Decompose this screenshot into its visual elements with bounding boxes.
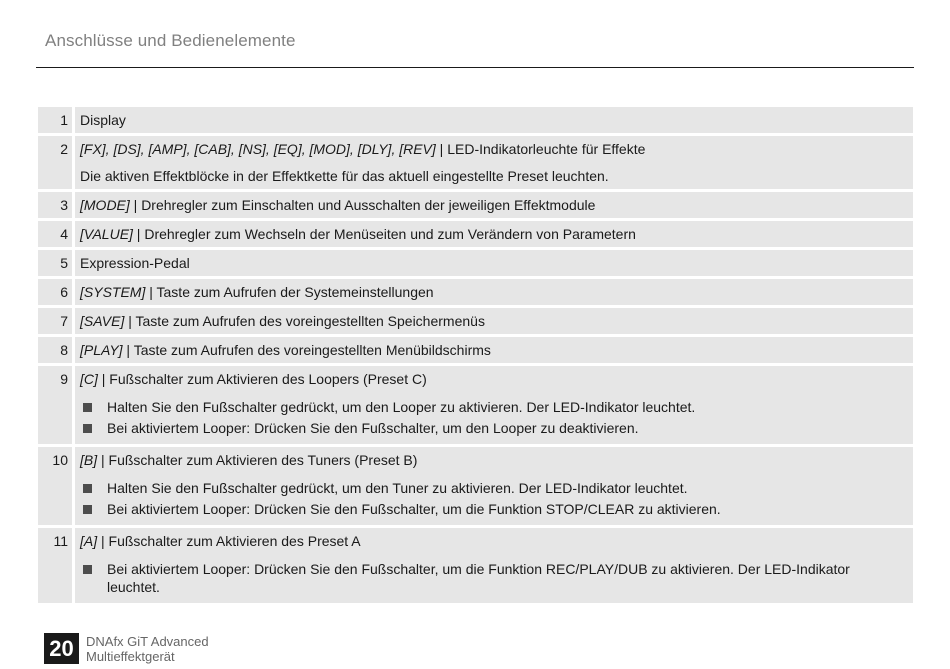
control-text: | Fußschalter zum Aktivieren des Loopers (Preset C) xyxy=(97,371,427,387)
row-number: 7 xyxy=(38,308,75,334)
square-bullet-icon xyxy=(83,484,92,493)
row-number: 5 xyxy=(38,250,75,276)
row-number: 11 xyxy=(38,528,75,603)
row-description xyxy=(75,308,913,334)
row-description xyxy=(75,366,913,444)
row-number: 9 xyxy=(38,366,75,444)
row-main-line xyxy=(80,341,905,359)
table-row xyxy=(38,192,913,218)
table-row xyxy=(38,447,913,525)
control-text: | Taste zum Aufrufen der Systemeinstellungen xyxy=(145,284,434,300)
bullet-item xyxy=(80,500,905,518)
table-row xyxy=(38,250,913,276)
table-row xyxy=(38,337,913,363)
row-main-line xyxy=(80,196,905,214)
header-divider xyxy=(36,67,914,68)
row-number: 6 xyxy=(38,279,75,305)
page-number-badge: 20 xyxy=(44,633,79,664)
control-key: [C] xyxy=(80,371,98,387)
footer-product-type: Multieffektgerät xyxy=(86,649,175,664)
row-description xyxy=(75,447,913,525)
bullet-list xyxy=(80,479,905,518)
bullet-text: Bei aktiviertem Looper: Drücken Sie den Fußschalter, um die Funktion STOP/CLEAR zu aktivieren. xyxy=(107,501,721,517)
bullet-text: Halten Sie den Fußschalter gedrückt, um den Tuner zu aktivieren. Der LED-Indikator leuchtet. xyxy=(107,480,688,496)
controls-legend-table xyxy=(38,104,913,606)
row-description xyxy=(75,279,913,305)
row-number: 1 xyxy=(38,107,75,133)
table-row xyxy=(38,366,913,444)
table-row xyxy=(38,136,913,189)
table-row xyxy=(38,107,913,133)
row-main-line xyxy=(80,111,905,129)
control-text: | Taste zum Aufrufen des voreingestellten Menübildschirms xyxy=(122,342,491,358)
bullet-list xyxy=(80,398,905,437)
control-text: Display xyxy=(80,112,126,128)
square-bullet-icon xyxy=(83,403,92,412)
control-key: [FX], [DS], [AMP], [CAB], [NS], [EQ], [MOD], [DLY], [REV] xyxy=(80,141,436,157)
control-text: | LED-Indikatorleuchte für Effekte xyxy=(435,141,646,157)
bullet-item xyxy=(80,419,905,437)
row-main-line xyxy=(80,370,905,388)
page-header-title: Anschlüsse und Bedienelemente xyxy=(45,31,296,50)
control-text: | Drehregler zum Wechseln der Menüseiten und zum Verändern von Parametern xyxy=(132,226,636,242)
control-key: [VALUE] xyxy=(80,226,133,242)
table-row xyxy=(38,279,913,305)
bullet-text: Halten Sie den Fußschalter gedrückt, um den Looper zu aktivieren. Der LED-Indikator leuchtet. xyxy=(107,399,696,415)
row-main-line xyxy=(80,532,905,550)
row-number: 2 xyxy=(38,136,75,189)
control-text: | Fußschalter zum Aktivieren des Tuners (Preset B) xyxy=(97,452,418,468)
square-bullet-icon xyxy=(83,565,92,574)
square-bullet-icon xyxy=(83,505,92,514)
row-number: 4 xyxy=(38,221,75,247)
row-main-line xyxy=(80,140,905,158)
table-row xyxy=(38,308,913,334)
bullet-text: Bei aktiviertem Looper: Drücken Sie den Fußschalter, um den Looper zu deaktivieren. xyxy=(107,420,639,436)
control-text: | Fußschalter zum Aktivieren des Preset A xyxy=(97,533,361,549)
row-extra-line: Die aktiven Effektblöcke in der Effektkette für das aktuell eingestellte Preset leuchten. xyxy=(80,168,609,184)
footer-product-name: DNAfx GiT Advanced xyxy=(86,634,209,649)
row-main-line xyxy=(80,312,905,330)
row-description xyxy=(75,528,913,603)
table-row xyxy=(38,221,913,247)
control-text: | Taste zum Aufrufen des voreingestellten Speichermenüs xyxy=(124,313,485,329)
row-number: 8 xyxy=(38,337,75,363)
bullet-list xyxy=(80,560,905,596)
control-key: [A] xyxy=(80,533,98,549)
row-main-line xyxy=(80,254,905,272)
row-description xyxy=(75,221,913,247)
control-key: [PLAY] xyxy=(80,342,123,358)
control-key: [MODE] xyxy=(80,197,130,213)
bullet-item xyxy=(80,479,905,497)
control-key: [B] xyxy=(80,452,98,468)
table-row xyxy=(38,528,913,603)
row-number: 3 xyxy=(38,192,75,218)
bullet-text: Bei aktiviertem Looper: Drücken Sie den Fußschalter, um die Funktion REC/PLAY/DUB zu aktivieren. Der LED-Indikator leuchtet. xyxy=(107,561,850,595)
row-number: 10 xyxy=(38,447,75,525)
control-key: [SYSTEM] xyxy=(80,284,146,300)
footer-product-info xyxy=(86,634,209,664)
row-main-line xyxy=(80,283,905,301)
control-text: | Drehregler zum Einschalten und Ausschalten der jeweiligen Effektmodule xyxy=(129,197,596,213)
bullet-item xyxy=(80,398,905,416)
square-bullet-icon xyxy=(83,424,92,433)
control-key: [SAVE] xyxy=(80,313,125,329)
bullet-item xyxy=(80,560,905,596)
row-main-line xyxy=(80,225,905,243)
row-main-line xyxy=(80,451,905,469)
row-description xyxy=(75,192,913,218)
row-description xyxy=(75,107,913,133)
row-description xyxy=(75,250,913,276)
row-description xyxy=(75,136,913,189)
row-description xyxy=(75,337,913,363)
control-text: Expression-Pedal xyxy=(80,255,190,271)
